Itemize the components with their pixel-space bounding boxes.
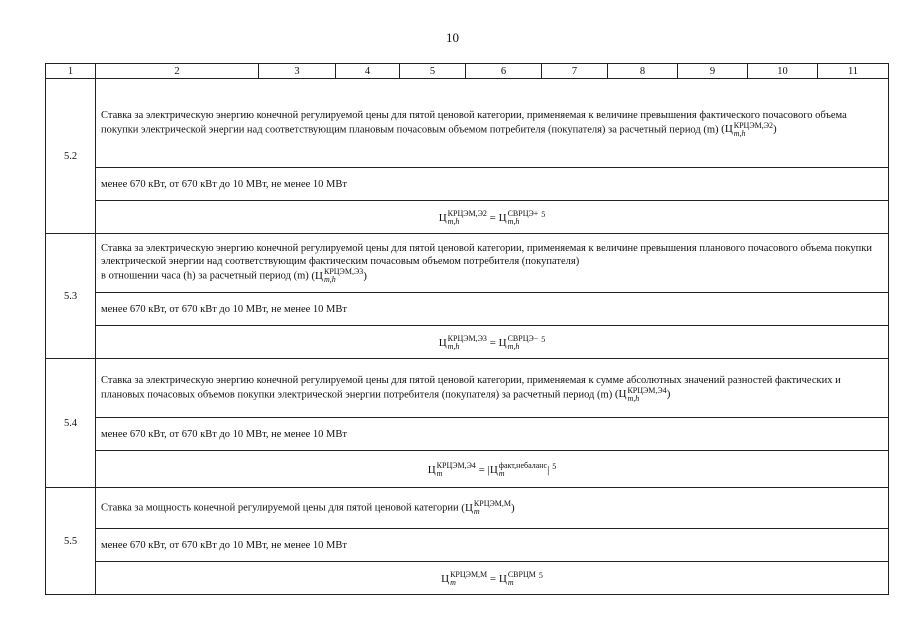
description-symbol: (Ц КРЦЭМ,М m )	[461, 499, 515, 516]
table-row	[46, 79, 889, 168]
rate-description	[96, 359, 889, 418]
column-header: 11	[818, 64, 889, 79]
column-header: 1	[46, 64, 96, 79]
footnote-mark: 5	[541, 334, 546, 344]
column-header: 3	[259, 64, 336, 79]
table-row	[46, 234, 889, 293]
column-header: 8	[608, 64, 678, 79]
capacity-condition: менее 670 кВт, от 670 кВт до 10 МВт, не менее 10 МВт	[96, 418, 889, 451]
capacity-condition: менее 670 кВт, от 670 кВт до 10 МВт, не менее 10 МВт	[96, 168, 889, 201]
footnote-mark: 5	[538, 570, 543, 580]
row-number: 5.2	[46, 79, 96, 234]
row-number: 5.3	[46, 234, 96, 359]
footnote-mark: 5	[552, 461, 557, 471]
description-text: Ставка за электрическую энергию конечной регулируемой цены для пятой ценовой категории, применяемая к сумме абсолютных значений разностей фактических и плановых почасовых объемов покупки электрической энергии потребителя (покупателя) за расчетный период (m)	[101, 374, 841, 401]
page-number: 10	[446, 30, 459, 45]
column-header: 4	[336, 64, 400, 79]
capacity-condition: менее 670 кВт, от 670 кВт до 10 МВт, не менее 10 МВт	[96, 529, 889, 562]
row-number: 5.4	[46, 359, 96, 488]
column-header: 6	[466, 64, 542, 79]
footnote-mark: 5	[541, 209, 546, 219]
description-symbol: (Ц КРЦЭМ,Э4 m,h )	[614, 385, 671, 403]
description-text: Ставка за электрическую энергию конечной регулируемой цены для пятой ценовой категории, применяемая к величине превышения планового почасового объема покупки электрической энергии над соответствующим фактическим почасовым объемом потребителя (покупателя)	[101, 243, 873, 267]
table-row	[46, 562, 889, 595]
table-row	[46, 529, 889, 562]
rate-description	[96, 234, 889, 293]
table-row	[46, 293, 889, 326]
table-row	[46, 326, 889, 359]
rate-description	[96, 488, 889, 529]
row-number: 5.5	[46, 488, 96, 595]
formula: Ц КРЦЭМ,Э2 m,h = Ц СВРЦЭ+ m,h $^5$	[96, 201, 889, 234]
table-row	[46, 488, 889, 529]
table-row	[46, 201, 889, 234]
formula: Ц КРЦЭМ,М m = Ц СВРЦМ m $^5$	[96, 562, 889, 595]
column-header-row	[46, 64, 889, 79]
description-text: Ставка за электрическую энергию конечной регулируемой цены для пятой ценовой категории, применяемая к величине превышения фактического почасового объема покупки электрической энергии над соответствующим плановым почасовым объемом потребителя (покупателя) за расчетный период (m)	[101, 109, 847, 136]
column-header: 5	[400, 64, 466, 79]
column-header: 2	[96, 64, 259, 79]
capacity-condition: менее 670 кВт, от 670 кВт до 10 МВт, не менее 10 МВт	[96, 293, 889, 326]
description-text-2: в отношении часа (h) за расчетный период (m)	[101, 270, 309, 282]
description-text: Ставка за мощность конечной регулируемой цены для пятой ценовой категории	[101, 502, 459, 514]
formula: Ц КРЦЭМ,Э4 m = |Ц факт,небаланс m | $^5$	[96, 451, 889, 488]
table-row	[46, 451, 889, 488]
column-header: 7	[542, 64, 608, 79]
column-header: 10	[748, 64, 818, 79]
tariff-table	[45, 63, 889, 595]
table-row	[46, 418, 889, 451]
description-symbol: (Ц КРЦЭМ,Э2 m,h )	[721, 120, 777, 138]
column-header: 9	[678, 64, 748, 79]
rate-description	[96, 79, 889, 168]
table-row	[46, 359, 889, 418]
table-row	[46, 168, 889, 201]
formula: Ц КРЦЭМ,Э3 m,h = Ц СВРЦЭ− m,h $^5$	[96, 326, 889, 359]
description-symbol: (Ц КРЦЭМ,Э3 m,h )	[311, 267, 367, 284]
